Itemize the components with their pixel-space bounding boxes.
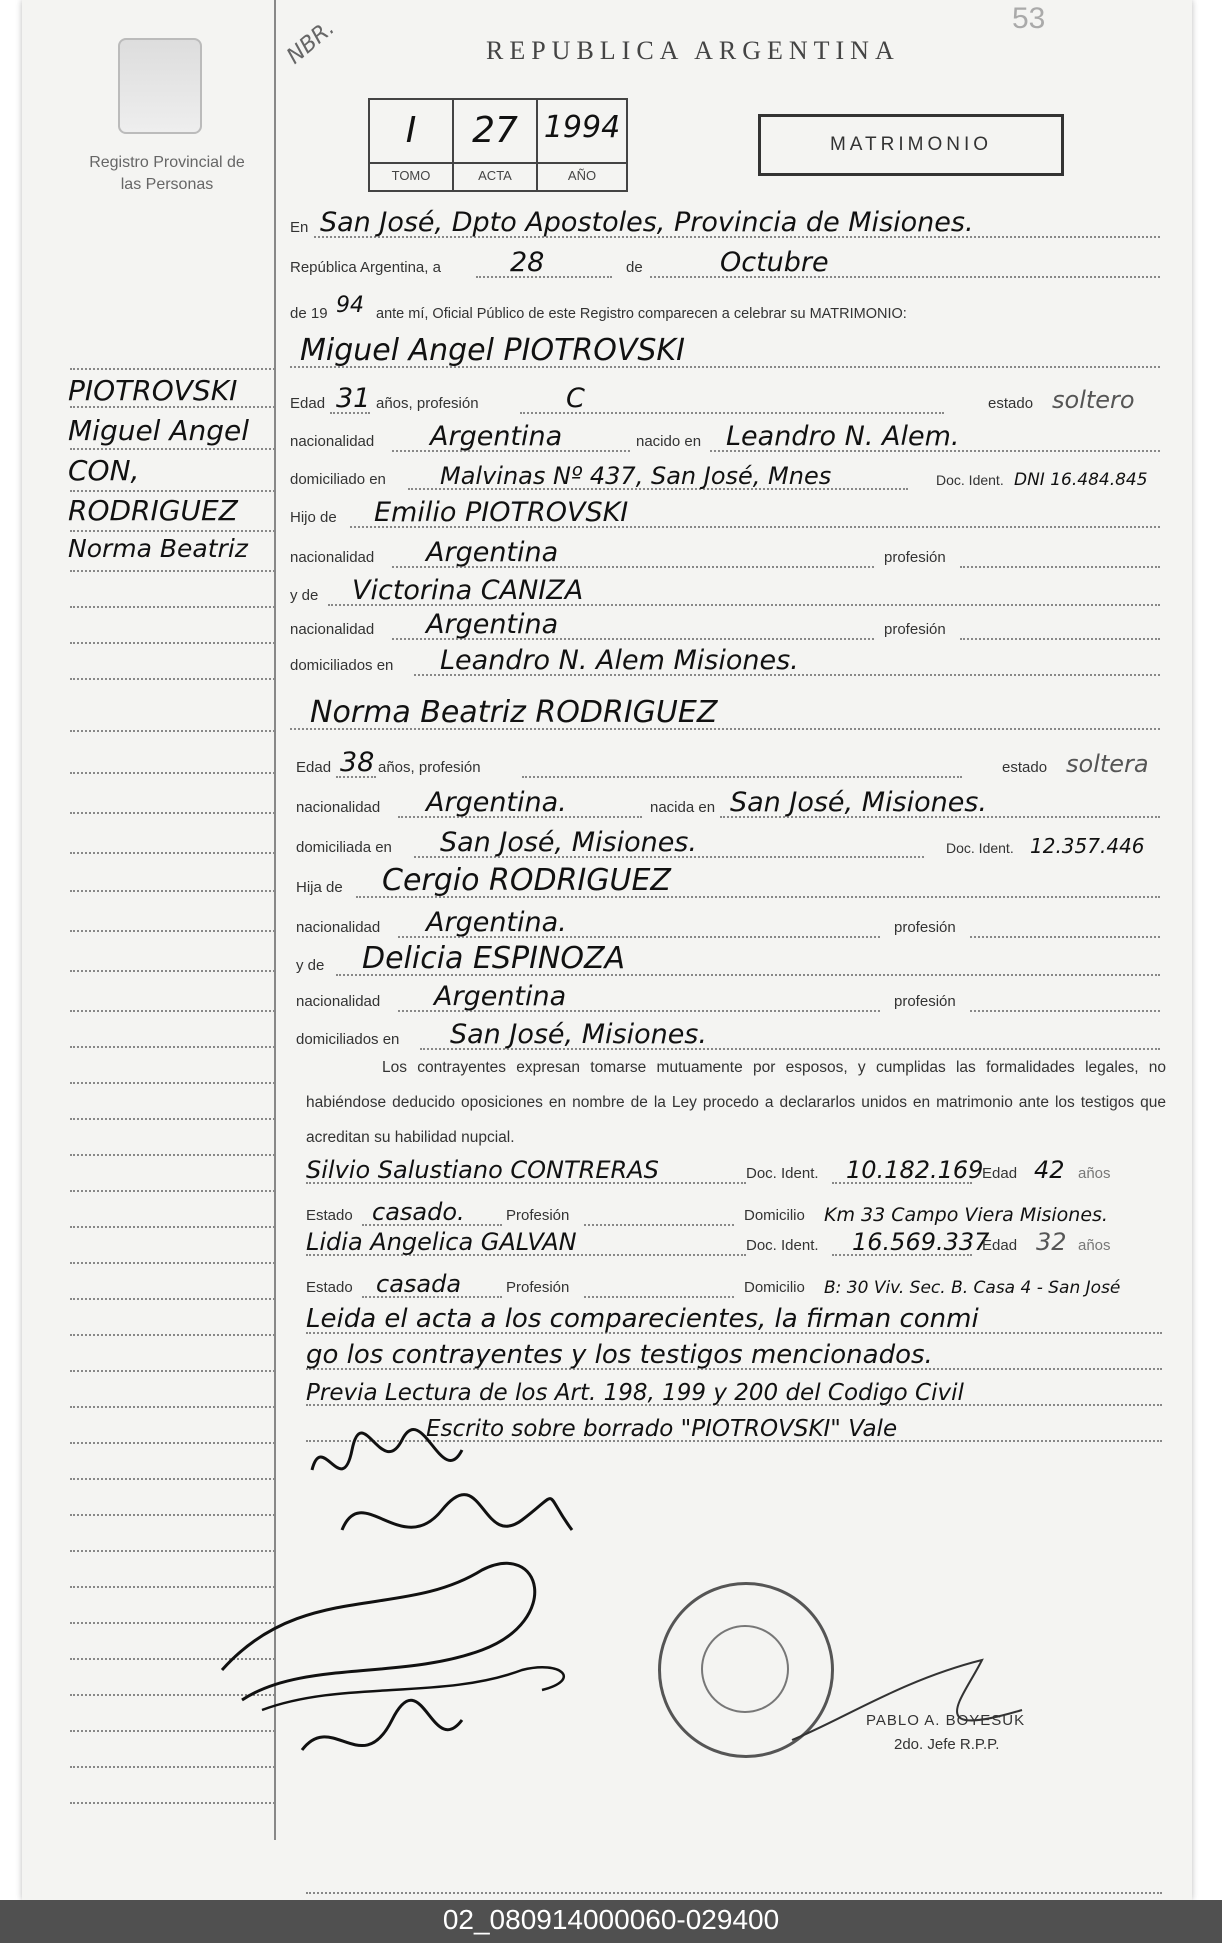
margin-rule	[70, 1190, 275, 1192]
margin-rule	[70, 730, 275, 732]
margin-groom-surname: PIOTROVSKI	[68, 374, 238, 407]
field-line	[522, 776, 962, 778]
doc-label: Doc. Ident.	[746, 1165, 819, 1182]
profesion-label: Profesión	[506, 1279, 570, 1296]
domiciliados-label: domiciliados en	[290, 657, 394, 674]
en-label: En	[290, 219, 309, 236]
bride-parents-domicile: San José, Misiones.	[450, 1019, 707, 1050]
groom-name: Miguel Angel PIOTROVSKI	[300, 333, 685, 368]
declaration-text: Los contrayentes expresan tomarse mutuamente por esposos, y cumplidas las formalidades legales, no habiéndose deducido oposiciones en nombre de la Ley procedo a declararlos unidos en matrimonio ante los testigos que acreditan su habilidad nupcial.	[306, 1059, 1166, 1146]
nacionalidad-label: nacionalidad	[290, 621, 375, 638]
year-label: de 19	[290, 305, 328, 322]
domiciliados-label: domiciliados en	[296, 1031, 400, 1048]
field-line	[960, 638, 1160, 640]
intro-text: ante mí, Oficial Público de este Registro comparecen a celebrar su MATRIMONIO:	[376, 306, 907, 322]
groom-doc: DNI 16.484.845	[1014, 470, 1148, 490]
bride-father-row	[290, 864, 1160, 904]
nacionalidad-label: nacionalidad	[290, 549, 375, 566]
edad-label: Edad	[290, 395, 326, 412]
intro-year-row	[290, 290, 1160, 330]
closing-text: Escrito sobre borrado "PIOTROVSKI" Vale	[426, 1416, 898, 1442]
bride-doc: 12.357.446	[1030, 834, 1145, 858]
margin-rule	[70, 1226, 275, 1228]
footer-bar	[0, 1900, 1222, 1943]
margin-rule	[70, 490, 275, 492]
field-line	[970, 936, 1160, 938]
intro-place-row	[290, 204, 1160, 244]
groom-father-row	[290, 494, 1160, 534]
bride-mother-row	[290, 942, 1160, 982]
anio-label: AÑO	[538, 162, 626, 183]
profesion-label: profesión	[894, 993, 956, 1010]
anio-cell	[538, 100, 626, 190]
margin-rule	[70, 1406, 275, 1408]
page-number: 53	[1012, 2, 1046, 35]
field-line	[584, 1296, 734, 1298]
nacido-label: nacido en	[636, 433, 702, 450]
margin-bride-name: Norma Beatriz	[68, 534, 248, 563]
document-type-box: MATRIMONIO	[758, 114, 1064, 176]
profesion-label: profesión	[884, 549, 946, 566]
margin-rule	[70, 1010, 275, 1012]
witness1-domicile: Km 33 Campo Viera Misiones.	[824, 1204, 1108, 1226]
footer-document-id: 02_080914000060-029400	[442, 1904, 780, 1935]
groom-birthplace: Leandro N. Alem.	[726, 421, 960, 452]
profesion-label: profesión	[894, 919, 956, 936]
official-title: 2do. Jefe R.P.P.	[894, 1736, 1000, 1753]
margin-rule	[70, 772, 275, 774]
closing-text: Previa Lectura de los Art. 198, 199 y 200 del Codigo Civil	[306, 1380, 964, 1406]
anio-value: 1994	[543, 110, 621, 145]
margin-groom-name: Miguel Angel	[68, 414, 250, 447]
closing-text: Leida el acta a los comparecientes, la firman conmi	[306, 1304, 979, 1334]
y-de-label: y de	[290, 587, 319, 604]
witness1-row	[306, 1150, 1162, 1190]
margin-rule	[70, 1118, 275, 1120]
intro-date-row	[290, 244, 1160, 284]
groom-domicile: Malvinas Nº 437, San José, Mnes	[440, 462, 832, 490]
intro-place: San José, Dpto Apostoles, Provincia de Misiones.	[320, 207, 974, 238]
signatures-icon	[182, 1420, 642, 1780]
groom-nationality-row	[290, 418, 1160, 458]
margin-rule	[70, 448, 275, 450]
profesion-label: profesión	[884, 621, 946, 638]
field-line	[970, 1010, 1160, 1012]
hijo-label: Hijo de	[290, 509, 337, 526]
registry-seal-icon	[118, 38, 202, 134]
registry-name: Registro Provincial de las Personas	[89, 154, 245, 193]
witness2-domicile: B: 30 Viv. Sec. B. Casa 4 - San José	[824, 1278, 1121, 1298]
anios-label: años, profesión	[378, 759, 481, 776]
closing-line-3	[306, 1372, 1162, 1412]
margin-rule	[70, 970, 275, 972]
margin-rule	[70, 1046, 275, 1048]
bride-mother-nationality: Argentina	[434, 981, 567, 1012]
margin-rule	[70, 570, 275, 572]
bride-nationality-row	[290, 784, 1160, 824]
margin-rule	[70, 406, 275, 408]
margin-rule	[70, 1298, 275, 1300]
doc-label: Doc. Ident.	[746, 1237, 819, 1254]
field-line	[960, 566, 1160, 568]
margin-rule	[70, 642, 275, 644]
intro-month: Octubre	[720, 247, 829, 278]
doc-label: Doc. Ident.	[946, 840, 1014, 856]
bride-domicile-row	[290, 824, 1160, 864]
groom-domicile-row	[290, 456, 1160, 496]
bride-father-nationality: Argentina.	[426, 907, 567, 938]
groom-marital-status: soltero	[1052, 386, 1135, 414]
margin-rule	[70, 852, 275, 854]
intro-year: 94	[336, 293, 364, 318]
witness1-name: Silvio Salustiano CONTRERAS	[306, 1156, 659, 1184]
closing-text: go los contrayentes y los testigos mencionados.	[306, 1340, 933, 1370]
witness2-row	[306, 1222, 1162, 1262]
stamp-emblem-icon	[701, 1625, 789, 1713]
groom-age: 31	[336, 383, 371, 414]
republica-label: República Argentina, a	[290, 259, 441, 276]
margin-rule	[70, 368, 275, 370]
domicilio-label: Domicilio	[744, 1279, 805, 1296]
field-line	[306, 1804, 1162, 1894]
bride-father-nat-row	[290, 904, 1160, 944]
hija-label: Hija de	[296, 879, 343, 896]
groom-father-nationality: Argentina	[426, 537, 559, 568]
nacionalidad-label: nacionalidad	[296, 919, 381, 936]
closing-line-1	[306, 1300, 1162, 1340]
domiciliado-label: domiciliado en	[290, 471, 386, 488]
domiciliada-label: domiciliada en	[296, 839, 392, 856]
tomo-value: I	[405, 110, 417, 151]
doc-label: Doc. Ident.	[936, 472, 1004, 488]
groom-parents-domicile-row	[290, 642, 1160, 682]
y-de-label: y de	[296, 957, 325, 974]
tomo-cell	[370, 100, 454, 190]
witness1-age: 42	[1034, 1156, 1065, 1184]
bride-age: 38	[340, 747, 375, 778]
groom-age-row	[290, 380, 1160, 420]
margin-rule	[70, 890, 275, 892]
margin-con: CON,	[68, 454, 140, 487]
groom-father-nat-row	[290, 534, 1160, 574]
profesion-label: Profesión	[506, 1207, 570, 1224]
groom-mother-nat-row	[290, 606, 1160, 646]
margin-rule	[70, 1802, 275, 1804]
estado-label: Estado	[306, 1207, 353, 1224]
groom-father: Emilio PIOTROVSKI	[374, 497, 629, 528]
estado-label: estado	[988, 395, 1034, 412]
edad-label: Edad	[982, 1165, 1018, 1182]
witness2-age: 32	[1036, 1228, 1067, 1256]
witness2-name: Lidia Angelica GALVAN	[306, 1228, 577, 1256]
witness2-details-row	[306, 1264, 1162, 1304]
estado-label: Estado	[306, 1279, 353, 1296]
margin-bride-surname: RODRIGUEZ	[68, 494, 238, 527]
closing-line-2	[306, 1336, 1162, 1376]
de-label: de	[626, 259, 643, 276]
anios-label: años	[1078, 1237, 1111, 1254]
official-name: PABLO A. BOYESUK	[866, 1712, 1026, 1729]
groom-profession: C	[566, 383, 585, 414]
margin-rule	[70, 1334, 275, 1336]
margin-rule	[70, 530, 275, 532]
nacida-label: nacida en	[650, 799, 716, 816]
nacionalidad-label: nacionalidad	[296, 799, 381, 816]
document-sheet	[22, 0, 1192, 1900]
bride-age-row	[290, 744, 1160, 784]
nacionalidad-label: nacionalidad	[290, 433, 375, 450]
bride-name-row	[290, 690, 1160, 736]
edad-label: Edad	[296, 759, 332, 776]
groom-mother-nationality: Argentina	[426, 609, 559, 640]
anios-label: años, profesión	[376, 395, 479, 412]
acta-label: ACTA	[454, 162, 536, 183]
edad-label: Edad	[982, 1237, 1018, 1254]
margin-rule	[70, 930, 275, 932]
bride-name: Norma Beatriz RODRIGUEZ	[310, 695, 718, 730]
margin-rule	[70, 1082, 275, 1084]
bride-mother-nat-row	[290, 978, 1160, 1018]
groom-nationality: Argentina	[430, 421, 563, 452]
bride-birthplace: San José, Misiones.	[730, 787, 987, 818]
bride-domicile: San José, Misiones.	[440, 827, 697, 858]
margin-rule	[70, 606, 275, 608]
margin-rule	[70, 1370, 275, 1372]
bride-father: Cergio RODRIGUEZ	[382, 863, 671, 898]
anios-label: años	[1078, 1165, 1111, 1182]
estado-label: estado	[1002, 759, 1048, 776]
witness1-doc: 10.182.169	[846, 1156, 984, 1184]
witness1-marital-status: casado.	[372, 1198, 465, 1226]
intro-day: 28	[510, 247, 545, 278]
margin-rule	[70, 812, 275, 814]
acta-cell	[454, 100, 538, 190]
margin-rule	[70, 1262, 275, 1264]
groom-parents-domicile: Leandro N. Alem Misiones.	[440, 645, 799, 676]
domicilio-label: Domicilio	[744, 1207, 805, 1224]
bride-mother: Delicia ESPINOZA	[362, 941, 626, 976]
nacionalidad-label: nacionalidad	[296, 993, 381, 1010]
witness2-doc: 16.569.337	[852, 1228, 990, 1256]
groom-mother: Victorina CANIZA	[352, 575, 584, 606]
bride-nationality: Argentina.	[426, 787, 567, 818]
margin-rule	[70, 1154, 275, 1156]
margin-annotation: NBR.	[282, 15, 340, 70]
margin-rule	[70, 678, 275, 680]
bride-marital-status: soltera	[1066, 750, 1149, 778]
tomo-acta-box	[368, 98, 628, 192]
page-title: REPUBLICA ARGENTINA	[486, 36, 900, 65]
groom-name-row	[290, 328, 1160, 374]
tomo-label: TOMO	[370, 162, 452, 183]
acta-value: 27	[472, 110, 518, 151]
witness2-marital-status: casada	[376, 1270, 462, 1298]
